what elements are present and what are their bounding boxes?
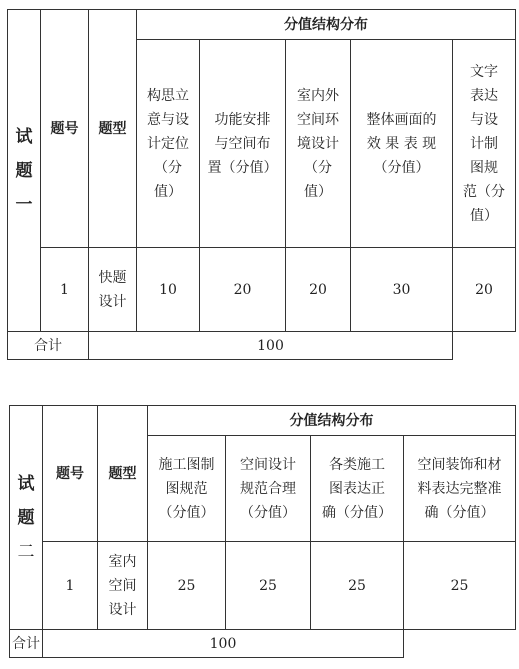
row-no: 1 bbox=[41, 248, 89, 332]
score-cell: 25 bbox=[311, 542, 404, 630]
total-row bbox=[10, 630, 516, 658]
score-cell: 25 bbox=[148, 542, 226, 630]
header-question-no-2: 题号 bbox=[43, 406, 98, 542]
table-row bbox=[8, 248, 516, 332]
header-question-type-2: 题型 bbox=[98, 406, 148, 542]
subheader-text-drawing: 文字 表达 与设 计制 图规 范（分 值） bbox=[453, 40, 516, 248]
score-cell: 25 bbox=[226, 542, 311, 630]
score-cell: 20 bbox=[453, 248, 516, 332]
header-score-distribution-2: 分值结构分布 bbox=[148, 406, 516, 436]
score-cell: 10 bbox=[137, 248, 200, 332]
header-score-distribution-1: 分值结构分布 bbox=[137, 10, 516, 40]
score-table-2 bbox=[9, 405, 516, 658]
score-cell: 25 bbox=[404, 542, 516, 630]
total-label: 合计 bbox=[8, 332, 89, 360]
subheader-construction-drawings: 各类施工 图表达正 确（分值） bbox=[311, 436, 404, 542]
header-question-no-1: 题号 bbox=[41, 10, 89, 248]
score-cell: 30 bbox=[351, 248, 453, 332]
total-label: 合计 bbox=[10, 630, 43, 658]
row-no: 1 bbox=[43, 542, 98, 630]
score-cell: 20 bbox=[200, 248, 286, 332]
total-row bbox=[8, 332, 516, 360]
row-type: 室内 空间 设计 bbox=[98, 542, 148, 630]
subheader-space-design: 空间设计 规范合理 （分值） bbox=[226, 436, 311, 542]
total-value: 100 bbox=[89, 332, 453, 360]
subheader-drawing-standard: 施工图制 图规范 （分值） bbox=[148, 436, 226, 542]
subheader-overall-expression: 整体画面的 效 果 表 现 （分值） bbox=[351, 40, 453, 248]
side-label-2: 试 题 二 bbox=[10, 406, 43, 630]
table-row bbox=[10, 542, 516, 630]
subheader-space-environment: 室内外 空间环 境设计 （分 值） bbox=[286, 40, 351, 248]
subheader-decoration-materials: 空间装饰和材 料表达完整准 确（分值） bbox=[404, 436, 516, 542]
score-cell: 20 bbox=[286, 248, 351, 332]
row-type: 快题 设计 bbox=[89, 248, 137, 332]
header-question-type-1: 题型 bbox=[89, 10, 137, 248]
subheader-concept: 构思立 意与设 计定位 （分 值） bbox=[137, 40, 200, 248]
side-label-1: 试 题 一 bbox=[8, 10, 41, 332]
subheader-function-layout: 功能安排 与空间布 置（分值） bbox=[200, 40, 286, 248]
score-table-1 bbox=[7, 9, 516, 360]
total-value: 100 bbox=[43, 630, 404, 658]
